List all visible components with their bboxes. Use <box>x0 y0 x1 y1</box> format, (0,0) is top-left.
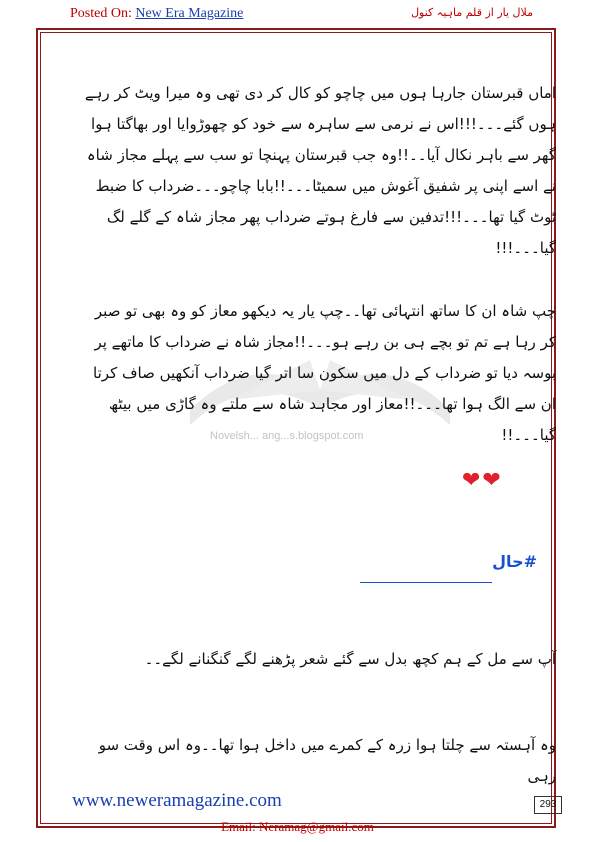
section-title: #حال <box>492 552 537 571</box>
watermark-text: Novelsh... ang...s.blogspot.com <box>210 430 364 442</box>
paragraph-1: اماں قبرستان جارہا ہوں میں چاچو کو کال کر دی تھی وہ میرا ویٹ کر رہے ہوں گئے۔۔۔!!!اس نے نرمی سے ساہرہ سے خود کو چھوڑوایا اور بھاگتا ہوا گھر سے باہر نکال آیا۔۔!!وہ جب قبرستان پہنچا تو سب سے پہلے مجاز شاہ نے اسے اپنی پر شفیق آغوش میں سمیٹا۔۔۔!!بابا چاچو۔۔۔ضرداب کا ضبط ٹوٹ گیا تھا۔۔۔!!!تدفین سے فارغ ہوتے ضرداب پھر مجاز شاہ کے گلے لگ گیا۔۔۔!!! <box>84 84 556 257</box>
hearts-icon: ❤❤ <box>462 468 503 493</box>
posted-on-label: Posted On: <box>70 6 132 21</box>
paragraph-4: وہ آہستہ سے چلتا ہوا زرہ کے کمرے میں داخل ہوا تھا۔۔وہ اس وقت سو رہی <box>98 736 556 785</box>
header-posted-on <box>70 6 243 22</box>
footer-website-link[interactable]: www.neweramagazine.com <box>72 790 282 811</box>
page-number: 293 <box>534 796 562 814</box>
paragraph-3: آپ سے مل کے ہم کچھ بدل سے گئے شعر پڑھنے لگے گنگنانے لگے۔۔ <box>144 650 556 668</box>
paragraph-2: چپ شاہ ان کا ساتھ انتہائی تھا۔۔چپ یار یہ دیکھو معاز کو وہ بھی تو صبر کر رہا ہے تم تو بچے ہی بن رہے ہو۔۔۔!!مجاز شاہ نے ضرداب کا ماتھے پر بوسہ دیا تو ضرداب کے دل میں سکون سا اتر گیا ضرداب آنکھیں صاف کرتا ان سے الگ ہوا تھا۔۔۔!!معاز اور مجاہد شاہ سے ملتے وہ گاڑی میں بیٹھ گیا۔۔۔!! <box>93 302 556 444</box>
footer-email[interactable]: Email: Neramag@gmail.com <box>221 819 374 834</box>
magazine-link[interactable]: New Era Magazine <box>135 6 244 21</box>
novel-title: ملال یار از قلم ماہیہ کنول <box>411 6 533 19</box>
section-underline <box>360 582 492 583</box>
